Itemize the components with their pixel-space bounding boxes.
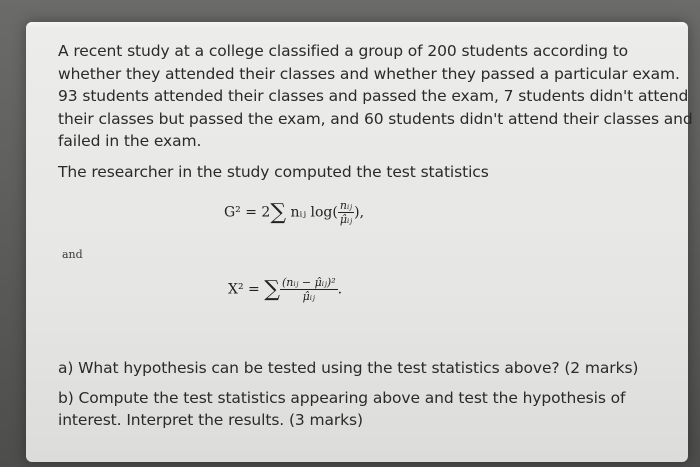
g2-denominator: μ̂ᵢⱼ: [339, 213, 353, 226]
intro-line: their classes but passed the exam, and 60 students didn't attend their classes and: [58, 109, 693, 128]
g2-term: nᵢⱼ log(: [290, 204, 338, 221]
intro-line: A recent study at a college classified a group of 200 students according to: [58, 42, 629, 60]
x2-numerator: (nᵢⱼ − μ̂ᵢⱼ)²: [281, 276, 336, 289]
g-squared-equation: [224, 199, 364, 226]
intro-line: whether they attended their classes and whether they passed a particular exam.: [58, 64, 680, 83]
question-a: a) What hypothesis can be tested using the test statistics above? (2 marks): [58, 359, 639, 377]
g2-lhs: G² = 2: [224, 204, 271, 221]
x2-denominator: μ̂ᵢⱼ: [302, 290, 315, 303]
sigma-symbol: ∑: [264, 277, 280, 302]
x2-tail: .: [337, 281, 343, 298]
paper-highlight: [26, 22, 688, 28]
question-b-line: interest. Interpret the results. (3 marks): [58, 411, 363, 429]
and-connector: and: [62, 248, 83, 261]
intro-line: 93 students attended their classes and passed the exam, 7 students didn't attend: [58, 87, 689, 105]
chi-squared-equation: [228, 276, 342, 303]
question-b-line: b) Compute the test statistics appearing above and test the hypothesis of: [58, 389, 626, 407]
g2-numerator: nᵢⱼ: [338, 199, 354, 213]
g2-tail: ),: [354, 204, 365, 221]
x2-fraction: [280, 276, 338, 303]
statistic-intro: The researcher in the study computed the test statistics: [58, 163, 489, 181]
sigma-symbol: ∑: [270, 200, 287, 225]
question-b: [58, 387, 658, 431]
g2-fraction: [338, 199, 354, 226]
x2-lhs: X² =: [228, 281, 260, 298]
question-sheet: [26, 22, 693, 462]
problem-intro: [58, 40, 693, 153]
intro-line: failed in the exam.: [58, 132, 202, 150]
